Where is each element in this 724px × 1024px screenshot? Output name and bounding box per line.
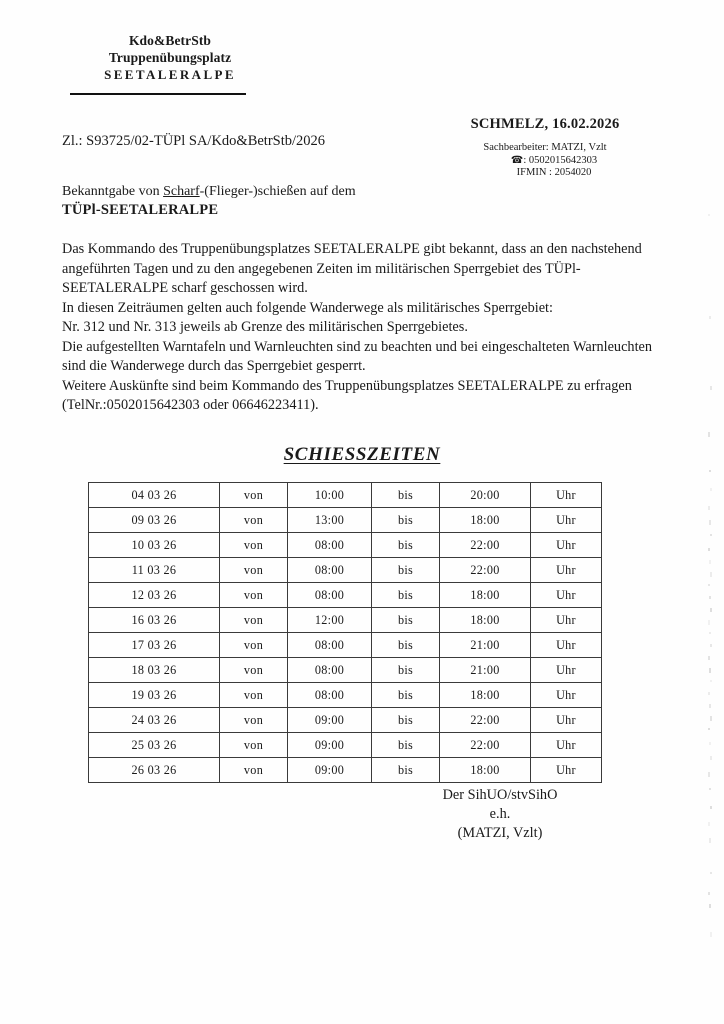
phone-number: : 0502015642303 <box>523 154 598 166</box>
cell-von: von <box>220 683 288 708</box>
scan-speck <box>709 668 711 673</box>
schedule-title-text: SCHIESSZEITEN <box>283 444 441 465</box>
table-row <box>89 633 602 658</box>
table-row <box>89 608 602 633</box>
scan-speck <box>709 742 711 745</box>
cell-end-time: 22:00 <box>440 533 531 558</box>
scan-speck <box>708 506 710 510</box>
scan-speck <box>710 534 712 536</box>
scan-speck <box>708 892 710 895</box>
ifmin-number: IFMIN : 2054020 <box>516 167 592 178</box>
cell-von: von <box>220 583 288 608</box>
cell-start-time: 12:00 <box>288 608 372 633</box>
cell-date: 16 03 26 <box>89 608 220 633</box>
cell-von: von <box>220 533 288 558</box>
contact-details <box>420 142 670 180</box>
cell-bis: bis <box>372 733 440 758</box>
scan-speck <box>710 572 712 577</box>
subject-underlined-word: Scharf <box>163 184 200 199</box>
cell-date: 26 03 26 <box>89 758 220 783</box>
cell-end-time: 18:00 <box>440 583 531 608</box>
cell-von: von <box>220 483 288 508</box>
cell-bis: bis <box>372 583 440 608</box>
scan-speck <box>709 560 711 564</box>
scan-speck <box>710 756 712 760</box>
body-text <box>62 240 676 416</box>
cell-unit: Uhr <box>531 608 602 633</box>
scan-speck <box>709 596 711 599</box>
table-row <box>89 583 602 608</box>
cell-date: 04 03 26 <box>89 483 220 508</box>
table-row <box>89 533 602 558</box>
scan-speck <box>709 470 711 472</box>
scan-speck <box>709 316 711 319</box>
table-row <box>89 508 602 533</box>
scan-speck <box>709 838 711 843</box>
cell-bis: bis <box>372 608 440 633</box>
cell-start-time: 08:00 <box>288 658 372 683</box>
cell-von: von <box>220 758 288 783</box>
phone-row <box>420 155 670 168</box>
cell-bis: bis <box>372 558 440 583</box>
city-and-date: SCHMELZ, 16.02.2026 <box>470 116 620 132</box>
cell-bis: bis <box>372 508 440 533</box>
cell-end-time: 22:00 <box>440 733 531 758</box>
cell-unit: Uhr <box>531 758 602 783</box>
scan-speck <box>708 432 710 437</box>
cell-unit: Uhr <box>531 508 602 533</box>
scan-speck <box>708 728 710 730</box>
cell-unit: Uhr <box>531 733 602 758</box>
subject-line-1 <box>62 183 356 201</box>
body-paragraph-3: Nr. 312 und Nr. 313 jeweils ab Grenze des militärischen Sperrgebietes. <box>62 319 468 335</box>
cell-unit: Uhr <box>531 708 602 733</box>
cell-start-time: 08:00 <box>288 583 372 608</box>
body-paragraph-1: Das Kommando des Truppenübungsplatzes SEETALERALPE gibt bekannt, dass an den nachstehend angeführten Tagen und zu den angegebenen Zeiten im militärischen Sperrgebiet des TÜPl-SEETALERALPE scharf geschossen wird. <box>62 241 642 296</box>
cell-end-time: 22:00 <box>440 708 531 733</box>
cell-date: 18 03 26 <box>89 658 220 683</box>
cell-unit: Uhr <box>531 483 602 508</box>
table-row <box>89 758 602 783</box>
scan-speck <box>708 548 710 551</box>
schedule-title <box>0 444 724 466</box>
scan-speck <box>710 386 712 390</box>
cell-unit: Uhr <box>531 633 602 658</box>
scan-speck <box>710 716 712 721</box>
cell-start-time: 08:00 <box>288 533 372 558</box>
clerk-name: Sachbearbeiter: MATZI, Vzlt <box>483 142 607 153</box>
shooting-times-body <box>89 483 602 783</box>
cell-end-time: 22:00 <box>440 558 531 583</box>
subject-prefix: Bekanntgabe von <box>62 184 164 199</box>
scan-speck <box>710 608 712 612</box>
cell-von: von <box>220 633 288 658</box>
scan-speck <box>710 872 712 874</box>
cell-von: von <box>220 733 288 758</box>
cell-start-time: 08:00 <box>288 683 372 708</box>
cell-end-time: 21:00 <box>440 658 531 683</box>
scan-speck <box>710 488 712 491</box>
letterhead-rule <box>70 93 246 95</box>
cell-start-time: 09:00 <box>288 733 372 758</box>
reference-number: Zl.: S93725/02-TÜPl SA/Kdo&BetrStb/2026 <box>62 133 326 149</box>
cell-von: von <box>220 658 288 683</box>
letterhead-line-2: Truppenübungsplatz <box>108 50 232 65</box>
cell-bis: bis <box>372 658 440 683</box>
cell-end-time: 18:00 <box>440 508 531 533</box>
table-row <box>89 483 602 508</box>
cell-start-time: 10:00 <box>288 483 372 508</box>
cell-bis: bis <box>372 633 440 658</box>
signature-name: (MATZI, Vzlt) <box>457 825 543 841</box>
cell-bis: bis <box>372 533 440 558</box>
telephone-icon: ☎ <box>510 154 524 166</box>
table-row <box>89 658 602 683</box>
scan-speck <box>708 772 710 777</box>
cell-unit: Uhr <box>531 658 602 683</box>
scan-artifacts <box>696 0 724 1024</box>
letterhead <box>70 32 270 83</box>
scan-speck <box>708 214 710 216</box>
cell-von: von <box>220 608 288 633</box>
cell-unit: Uhr <box>531 583 602 608</box>
letterhead-line-1: Kdo&BetrStb <box>128 33 212 48</box>
cell-bis: bis <box>372 483 440 508</box>
cell-date: 09 03 26 <box>89 508 220 533</box>
scan-speck <box>710 680 712 682</box>
cell-von: von <box>220 558 288 583</box>
scan-speck <box>710 806 712 809</box>
scan-speck <box>708 620 710 625</box>
body-paragraph-2: In diesen Zeiträumen gelten auch folgende Wanderwege als militärisches Sperrgebiet: <box>62 299 553 316</box>
scan-speck <box>708 584 710 586</box>
signature-eh: e.h. <box>489 806 511 822</box>
scan-speck <box>710 932 712 937</box>
cell-unit: Uhr <box>531 533 602 558</box>
scan-speck <box>708 822 710 826</box>
cell-date: 17 03 26 <box>89 633 220 658</box>
table-row <box>89 708 602 733</box>
scan-speck <box>709 520 711 525</box>
cell-start-time: 08:00 <box>288 633 372 658</box>
cell-date: 11 03 26 <box>89 558 220 583</box>
cell-date: 25 03 26 <box>89 733 220 758</box>
cell-end-time: 18:00 <box>440 758 531 783</box>
cell-von: von <box>220 508 288 533</box>
cell-bis: bis <box>372 758 440 783</box>
scan-speck <box>708 692 710 695</box>
cell-bis: bis <box>372 708 440 733</box>
cell-date: 12 03 26 <box>89 583 220 608</box>
table-row <box>89 733 602 758</box>
signature-role: Der SihUO/stvSihO <box>442 787 558 803</box>
cell-date: 10 03 26 <box>89 533 220 558</box>
cell-end-time: 20:00 <box>440 483 531 508</box>
scan-speck <box>710 644 712 647</box>
signature-block <box>380 786 620 843</box>
body-paragraph-5: Weitere Auskünfte sind beim Kommando des Truppenübungsplatzes SEETALERALPE zu erfragen (TelNr.:0502015642303 oder 06646223411). <box>62 377 632 413</box>
cell-date: 24 03 26 <box>89 708 220 733</box>
cell-unit: Uhr <box>531 558 602 583</box>
body-paragraph-4: Die aufgestellten Warntafeln und Warnleuchten sind zu beachten und bei eingeschalteten Warnleuchten sind die Wanderwege durch das Sperrgebiet gesperrt. <box>62 338 653 374</box>
cell-start-time: 13:00 <box>288 508 372 533</box>
subject-block <box>62 183 356 219</box>
scan-speck <box>709 788 711 790</box>
cell-bis: bis <box>372 683 440 708</box>
subject-suffix: -(Flieger-)schießen auf dem <box>199 184 356 199</box>
scan-speck <box>709 704 711 708</box>
cell-end-time: 18:00 <box>440 683 531 708</box>
table-row <box>89 558 602 583</box>
cell-start-time: 09:00 <box>288 708 372 733</box>
scan-speck <box>708 656 710 660</box>
scan-speck <box>709 632 711 634</box>
subject-line-2: TÜPl-SEETALERALPE <box>62 202 219 218</box>
cell-start-time: 09:00 <box>288 758 372 783</box>
cell-start-time: 08:00 <box>288 558 372 583</box>
cell-end-time: 21:00 <box>440 633 531 658</box>
cell-von: von <box>220 708 288 733</box>
cell-end-time: 18:00 <box>440 608 531 633</box>
scan-speck <box>709 904 711 908</box>
cell-unit: Uhr <box>531 683 602 708</box>
cell-date: 19 03 26 <box>89 683 220 708</box>
table-row <box>89 683 602 708</box>
origin-block <box>420 116 670 180</box>
letterhead-line-3: SEETALERALPE <box>104 67 236 82</box>
shooting-times-table <box>88 482 602 783</box>
